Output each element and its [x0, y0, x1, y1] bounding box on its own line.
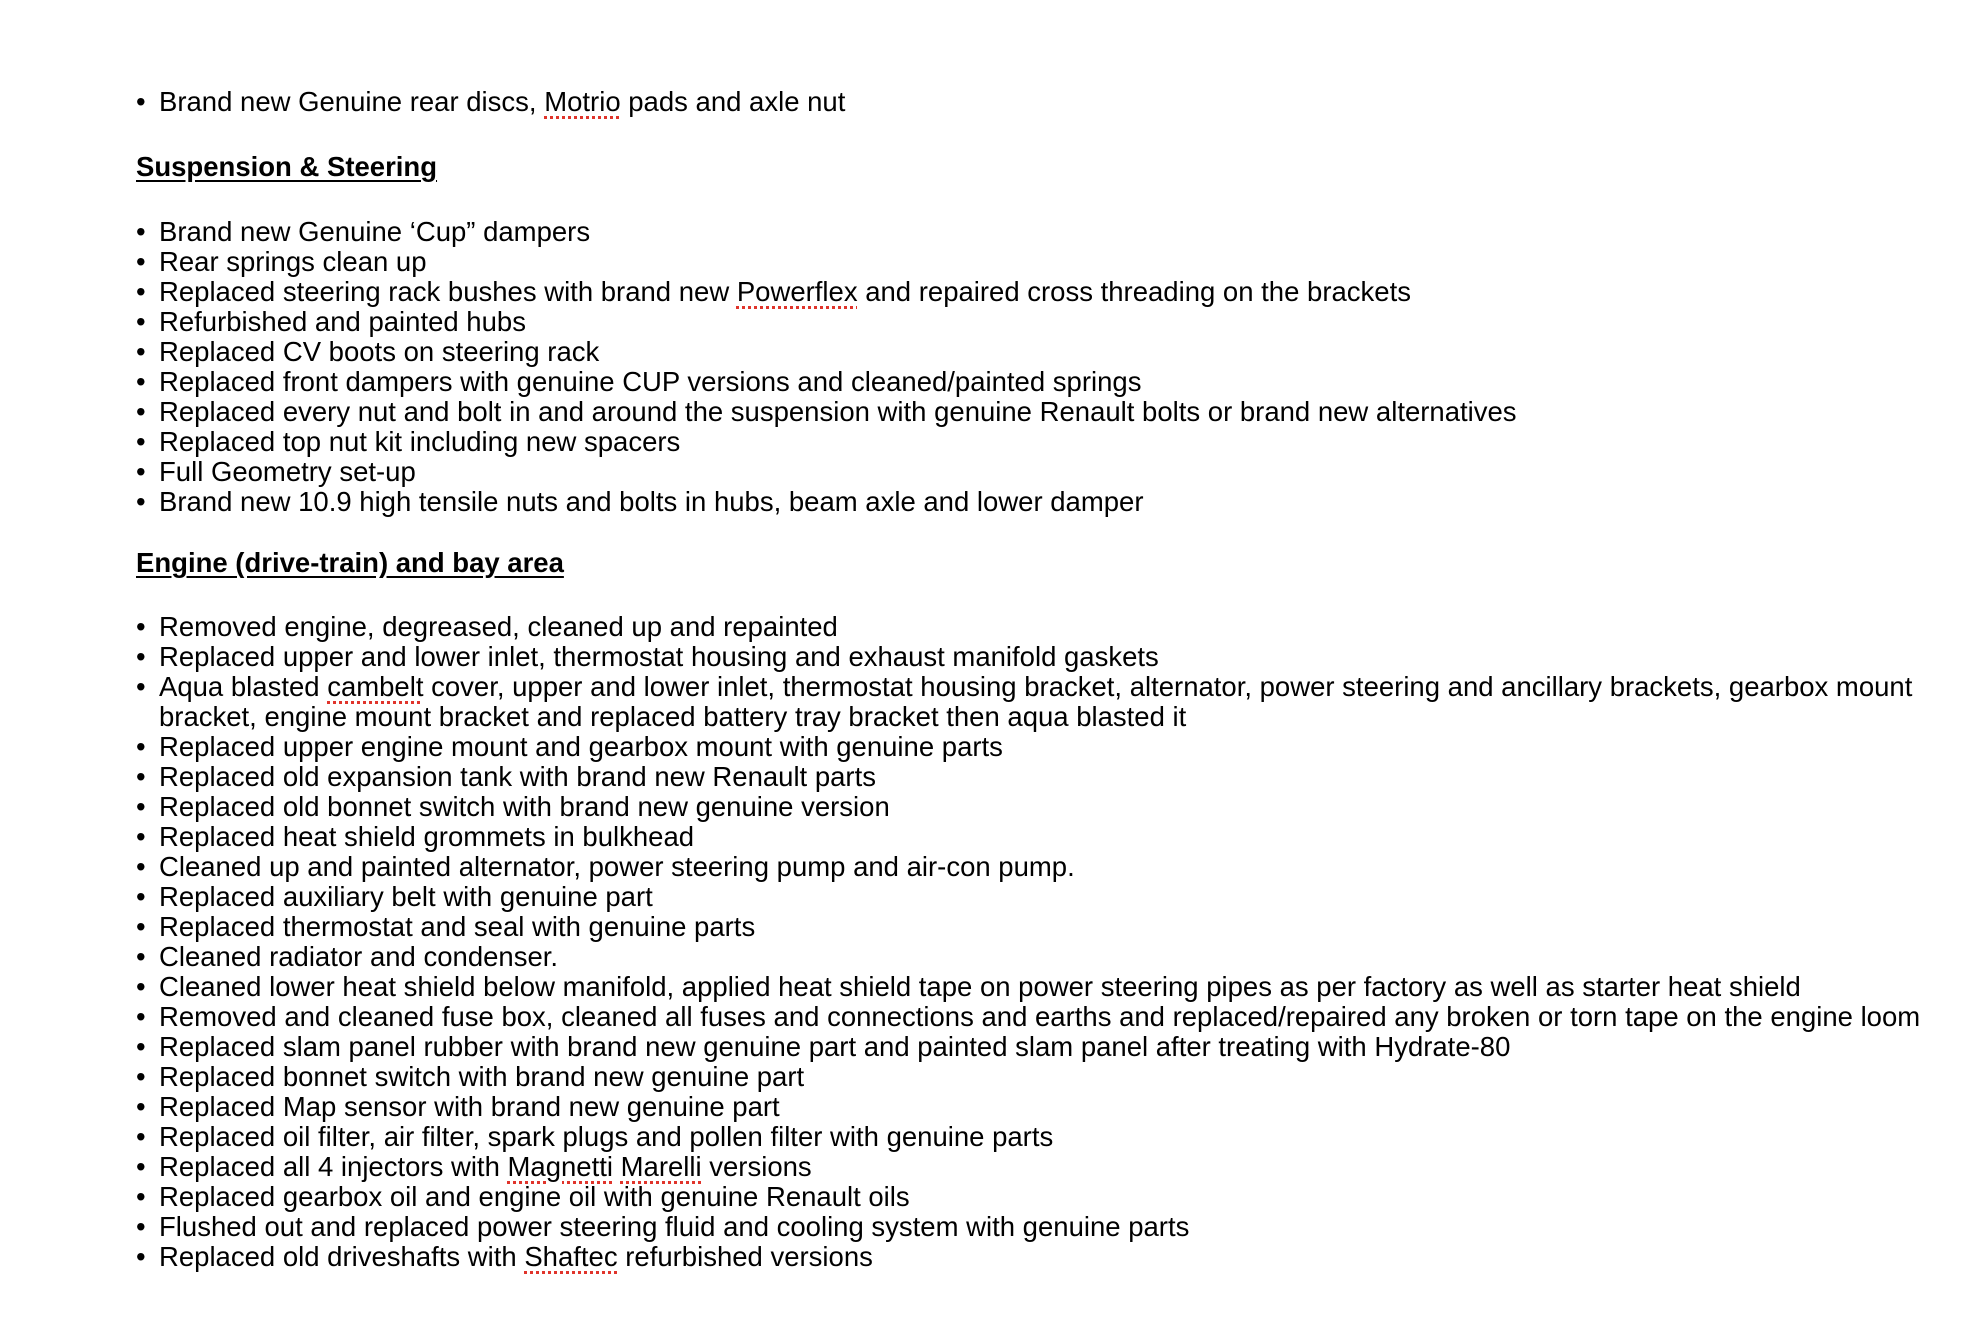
item-text: Replaced Map sensor with brand new genuine part [159, 1091, 780, 1122]
list-item [136, 792, 1956, 822]
bullet-icon: • [136, 971, 146, 1002]
item-text: Brand new 10.9 high tensile nuts and bolts in hubs, beam axle and lower damper [159, 486, 1144, 517]
list-item [136, 307, 1956, 337]
list-item [136, 882, 1956, 912]
spellcheck-word: Magnetti [507, 1151, 613, 1182]
item-text: Replaced heat shield grommets in bulkhead [159, 821, 695, 852]
item-text: versions [701, 1151, 812, 1182]
item-text: Replaced all 4 injectors with [159, 1151, 508, 1182]
list-item [136, 1242, 1956, 1272]
item-text: Brand new Genuine rear discs, [159, 86, 545, 117]
list-item [136, 337, 1956, 367]
item-text: Replaced front dampers with genuine CUP versions and cleaned/painted springs [159, 366, 1142, 397]
item-text: Replaced old bonnet switch with brand new genuine version [159, 791, 890, 822]
list-item [136, 642, 1956, 672]
spellcheck-word: cambelt [327, 671, 424, 702]
list-item [136, 217, 1956, 247]
item-text: and repaired cross threading on the brackets [857, 276, 1411, 307]
bullet-icon: • [136, 671, 146, 702]
item-text: Replaced steering rack bushes with brand new [159, 276, 737, 307]
list-item [136, 732, 1956, 762]
bullet-icon: • [136, 1151, 146, 1182]
item-text: Replaced upper engine mount and gearbox mount with genuine parts [159, 731, 1003, 762]
bullet-icon: • [136, 306, 146, 337]
item-text: Removed and cleaned fuse box, cleaned all fuses and connections and earths and replaced/repaired any broken or torn tape on the engine loom [159, 1001, 1921, 1032]
bullet-icon: • [136, 276, 146, 307]
list-item [136, 1212, 1956, 1242]
list-item [136, 427, 1956, 457]
list-item [136, 1182, 1956, 1212]
item-text: Replaced old expansion tank with brand new Renault parts [159, 761, 876, 792]
item-text: cover, upper and lower inlet, thermostat housing bracket, alternator, power steering and ancillary brackets, gearbox mount bracket, engine mount bracket and replaced battery tray bracket then aqua blasted it [159, 671, 1913, 732]
list-item [136, 972, 1956, 1002]
bullet-icon: • [136, 881, 146, 912]
list-item [136, 397, 1956, 427]
item-text: Replaced every nut and bolt in and around the suspension with genuine Renault bolts or brand new alternatives [159, 396, 1517, 427]
bullet-icon: • [136, 611, 146, 642]
item-text: Replaced oil filter, air filter, spark plugs and pollen filter with genuine parts [159, 1121, 1054, 1152]
bullet-icon: • [136, 216, 146, 247]
bullet-icon: • [136, 396, 146, 427]
bullet-icon: • [136, 336, 146, 367]
spellcheck-word: Powerflex [736, 276, 858, 307]
item-text: Replaced bonnet switch with brand new genuine part [159, 1061, 805, 1092]
spellcheck-word: Marelli [620, 1151, 702, 1182]
bullet-icon: • [136, 456, 146, 487]
list-item [136, 1122, 1956, 1152]
bullet-icon: • [136, 791, 146, 822]
item-text: refurbished versions [617, 1241, 873, 1272]
suspension-heading: Suspension & Steering [136, 151, 438, 182]
brakes-list [136, 87, 1956, 117]
bullet-icon: • [136, 911, 146, 942]
bullet-icon: • [136, 761, 146, 792]
item-text: Replaced old driveshafts with [159, 1241, 525, 1272]
item-text: Cleaned radiator and condenser. [159, 941, 559, 972]
item-text: Flushed out and replaced power steering fluid and cooling system with genuine parts [159, 1211, 1190, 1242]
list-item [136, 1092, 1956, 1122]
list-item [136, 942, 1956, 972]
item-text: Replaced auxiliary belt with genuine part [159, 881, 653, 912]
list-item [136, 1032, 1956, 1062]
item-text: Refurbished and painted hubs [159, 306, 526, 337]
engine-list [136, 612, 1956, 1272]
bullet-icon: • [136, 731, 146, 762]
bullet-icon: • [136, 1121, 146, 1152]
item-text: Replaced CV boots on steering rack [159, 336, 600, 367]
bullet-icon: • [136, 426, 146, 457]
list-item [136, 277, 1956, 307]
list-item [136, 457, 1956, 487]
item-text: pads and axle nut [620, 86, 846, 117]
list-item [136, 487, 1956, 517]
list-item [136, 87, 1956, 117]
bullet-icon: • [136, 86, 146, 117]
list-item [136, 1062, 1956, 1092]
list-item [136, 1002, 1956, 1032]
item-text: Replaced upper and lower inlet, thermostat housing and exhaust manifold gaskets [159, 641, 1159, 672]
item-text: Aqua blasted [159, 671, 328, 702]
bullet-icon: • [136, 1031, 146, 1062]
item-text: Replaced slam panel rubber with brand new genuine part and painted slam panel after treating with Hydrate-80 [159, 1031, 1511, 1062]
item-text: Replaced thermostat and seal with genuine parts [159, 911, 756, 942]
item-text [613, 1151, 621, 1182]
list-item [136, 612, 1956, 642]
bullet-icon: • [136, 851, 146, 882]
bullet-icon: • [136, 821, 146, 852]
bullet-icon: • [136, 1211, 146, 1242]
bullet-icon: • [136, 641, 146, 672]
spellcheck-word: Motrio [544, 86, 621, 117]
bullet-icon: • [136, 1241, 146, 1272]
item-text: Rear springs clean up [159, 246, 427, 277]
list-item [136, 762, 1956, 792]
bullet-icon: • [136, 941, 146, 972]
list-item [136, 912, 1956, 942]
list-item [136, 247, 1956, 277]
list-item [136, 822, 1956, 852]
list-item [136, 1152, 1956, 1182]
list-item [136, 852, 1956, 882]
list-item [136, 367, 1956, 397]
bullet-icon: • [136, 1001, 146, 1032]
suspension-list [136, 217, 1956, 517]
item-text: Replaced gearbox oil and engine oil with genuine Renault oils [159, 1181, 910, 1212]
bullet-icon: • [136, 1091, 146, 1122]
item-text: Removed engine, degreased, cleaned up and repainted [159, 611, 838, 642]
engine-heading: Engine (drive-train) and bay area [136, 547, 564, 578]
item-text: Cleaned lower heat shield below manifold, applied heat shield tape on power steering pipes as per factory as well as starter heat shield [159, 971, 1801, 1002]
bullet-icon: • [136, 246, 146, 277]
item-text: Cleaned up and painted alternator, power steering pump and air-con pump. [159, 851, 1075, 882]
spellcheck-word: Shaftec [524, 1241, 618, 1272]
bullet-icon: • [136, 486, 146, 517]
list-item [136, 672, 1956, 732]
item-text: Brand new Genuine ‘Cup” dampers [159, 216, 591, 247]
bullet-icon: • [136, 1061, 146, 1092]
bullet-icon: • [136, 1181, 146, 1212]
item-text: Replaced top nut kit including new spacers [159, 426, 681, 457]
item-text: Full Geometry set-up [159, 456, 416, 487]
bullet-icon: • [136, 366, 146, 397]
